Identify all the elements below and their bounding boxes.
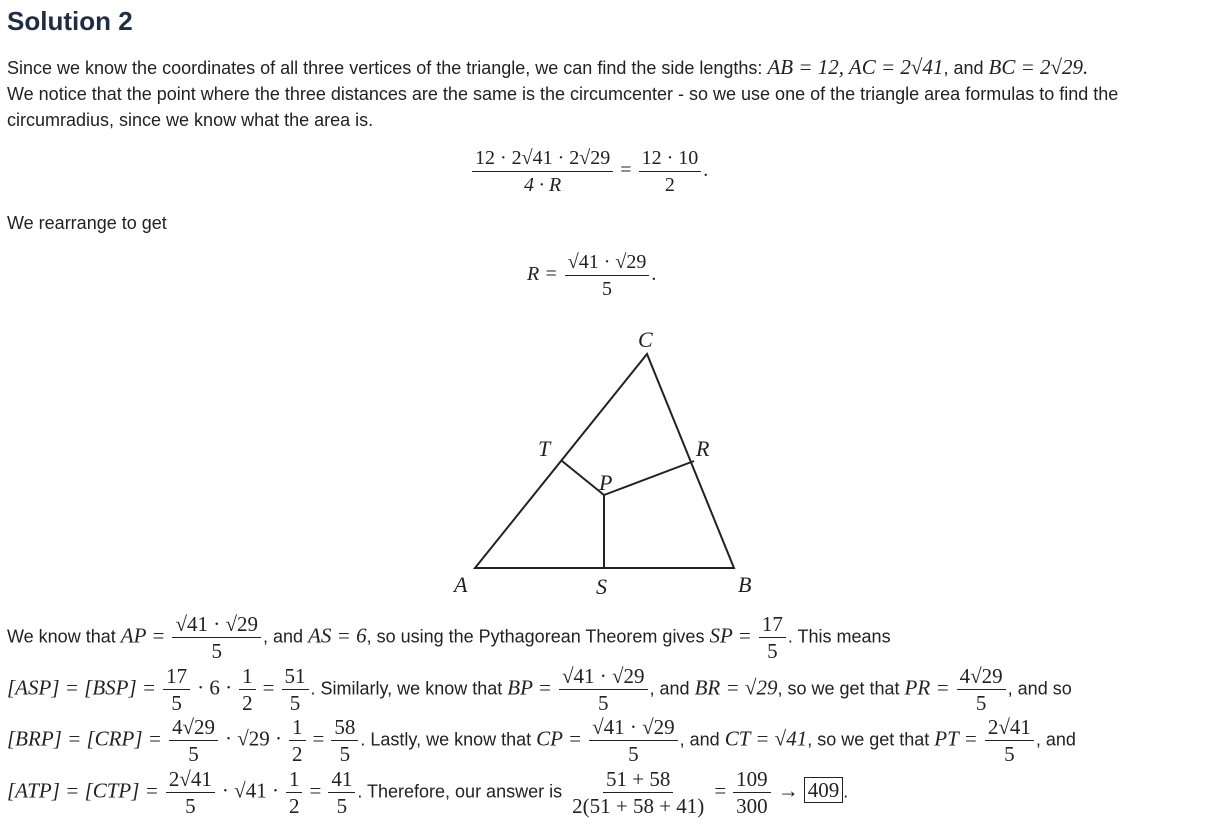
l4-f2-den: 2 [288, 794, 300, 818]
l2-f4 [559, 664, 648, 715]
l3-eq: = [312, 726, 325, 751]
l1-text-b: , and [263, 626, 304, 647]
area-period: . [703, 159, 709, 182]
l2-text-d: , and so [1007, 678, 1072, 699]
side-lengths-math: AB = 12, AC = 2√41 [767, 55, 944, 79]
l3-f4 [589, 715, 678, 766]
l4-f5-num: 109 [733, 767, 771, 793]
l2-asp-bsp: [ASP] = [BSP] = [7, 675, 157, 700]
l2-f3 [282, 664, 309, 715]
area-rhs-numerator: 12 · 10 [639, 146, 702, 172]
l2-f2-num: 1 [239, 664, 256, 690]
explanation-line-2 [7, 664, 1072, 715]
l4-text-a: . Therefore, our answer is [357, 781, 563, 802]
l1-f2-den: 5 [767, 639, 778, 663]
label-s: S [596, 574, 607, 599]
label-r: R [696, 436, 710, 461]
l2-f5-num: 4√29 [957, 664, 1006, 690]
l2-f3-num: 51 [282, 664, 309, 690]
area-equals: = [620, 159, 632, 182]
l3-f4-den: 5 [628, 742, 639, 766]
l2-dot6: · 6 · [197, 675, 233, 700]
l1-sp: SP = [709, 623, 752, 648]
l3-f5-den: 5 [1004, 742, 1015, 766]
explanation-line-1 [7, 612, 891, 663]
rearrange-text: We rearrange to get [7, 213, 167, 233]
intro-line-1 [7, 54, 1088, 81]
explanation-line-4 [7, 767, 848, 818]
l3-cp: CP = [536, 726, 583, 751]
l4-f4-num: 51 + 58 [603, 767, 673, 793]
intro-text: Since we know the coordinates of all three vertices of the triangle, we can find the side lengths: [7, 58, 763, 78]
l3-f2 [289, 715, 306, 766]
label-c: C [638, 327, 653, 352]
l2-f5 [957, 664, 1006, 715]
l2-bp: BP = [507, 675, 552, 700]
radius-denominator: 5 [602, 278, 613, 300]
l4-end: . [843, 781, 849, 802]
l1-f1-den: 5 [211, 639, 222, 663]
l2-f5-den: 5 [975, 691, 987, 715]
l3-pt: PT = [934, 726, 978, 751]
l2-f2-den: 2 [242, 691, 253, 715]
l4-f5-den: 300 [736, 794, 768, 818]
l2-f1-den: 5 [171, 691, 182, 715]
l4-f4-den: 2(51 + 58 + 41) [572, 794, 705, 818]
l3-f2-den: 2 [292, 742, 303, 766]
label-a: A [454, 572, 468, 597]
l1-as: AS = 6 [308, 623, 367, 648]
l2-text-c: , so we get that [777, 678, 900, 699]
l3-f5 [985, 715, 1034, 766]
label-b: B [738, 572, 752, 597]
final-answer-box: 409 [804, 777, 844, 803]
l2-f1-num: 17 [163, 664, 190, 690]
l2-f3-den: 5 [289, 691, 301, 715]
l3-brp-crp: [BRP] = [CRP] = [7, 726, 162, 751]
l4-f5 [733, 767, 771, 818]
l1-text-c: , so using the Pythagorean Theorem gives [366, 626, 705, 647]
l3-f4-num: √41 · √29 [589, 715, 678, 741]
intro-line-3: circumradius, since we know what the area is. [7, 110, 374, 130]
l4-f1 [166, 767, 215, 818]
l2-text-b: , and [649, 678, 690, 699]
l3-f2-num: 1 [289, 715, 306, 741]
area-lhs-numerator: 12 · 2√41 · 2√29 [472, 146, 613, 172]
area-lhs-denominator: 4 · R [524, 174, 562, 196]
l2-pr: PR = [904, 675, 950, 700]
l3-ct: CT = √41 [724, 726, 808, 751]
l2-f4-num: √41 · √29 [559, 664, 648, 690]
radius-period: . [651, 263, 657, 286]
radius-fraction [565, 250, 650, 301]
arrow-icon: → [777, 778, 799, 803]
l2-f2 [239, 664, 256, 715]
l4-f1-den: 5 [185, 794, 196, 818]
l4-f3 [328, 767, 355, 818]
l4-atp-ctp: [ATP] = [CTP] = [7, 778, 159, 803]
l4-mid: · √41 · [221, 778, 279, 803]
l1-text-d: . This means [787, 626, 891, 647]
l4-f3-num: 41 [328, 767, 355, 793]
l4-f2 [286, 767, 303, 818]
l1-sp-fraction [759, 612, 786, 663]
side-bc-math: BC = 2√29. [988, 55, 1089, 79]
label-t: T [538, 436, 551, 461]
l4-eq: = [309, 778, 322, 803]
l3-f1-num: 4√29 [169, 715, 218, 741]
area-equation [470, 146, 708, 197]
l3-f3 [331, 715, 358, 766]
l4-f4 [569, 767, 707, 818]
area-rhs-fraction [639, 146, 702, 197]
l3-text-c: , so we get that [807, 729, 930, 750]
solution-heading: Solution 2 [7, 6, 133, 36]
l1-ap-fraction [172, 612, 261, 663]
l1-f2-num: 17 [759, 612, 786, 638]
label-p: P [599, 470, 613, 495]
segment-pt [562, 461, 604, 495]
area-lhs-fraction [472, 146, 613, 197]
l4-f3-den: 5 [336, 794, 348, 818]
segment-pr [604, 461, 694, 495]
l3-f3-num: 58 [331, 715, 358, 741]
l3-f3-den: 5 [339, 742, 351, 766]
l2-br: BR = √29 [694, 675, 778, 700]
l4-eq2: = [714, 778, 727, 803]
radius-numerator: √41 · √29 [565, 250, 650, 276]
radius-equation [527, 250, 656, 301]
radius-lhs: R = [527, 263, 558, 286]
l4-f2-num: 1 [286, 767, 303, 793]
l3-text-a: . Lastly, we know that [360, 729, 532, 750]
l1-f1-num: √41 · √29 [172, 612, 261, 638]
l4-f1-num: 2√41 [166, 767, 215, 793]
l2-f1 [163, 664, 190, 715]
l3-f1-den: 5 [188, 742, 199, 766]
l3-f1 [169, 715, 218, 766]
explanation-line-3 [7, 715, 1076, 766]
intro-line-2: We notice that the point where the three distances are the same is the circumcenter - so we use one of the triangle area formulas to find the [7, 84, 1119, 104]
intro-and: , and [943, 58, 984, 78]
l1-ap: AP = [120, 623, 166, 648]
l3-f5-num: 2√41 [985, 715, 1034, 741]
l1-text-a: We know that [7, 626, 116, 647]
l3-mid: · √29 · [225, 726, 283, 751]
l2-eq: = [262, 675, 275, 700]
l2-text-a: . Similarly, we know that [310, 678, 503, 699]
area-rhs-denominator: 2 [664, 174, 675, 196]
l3-text-b: , and [679, 729, 720, 750]
l2-f4-den: 5 [598, 691, 609, 715]
l3-text-d: , and [1035, 729, 1076, 750]
triangle-diagram [440, 320, 770, 605]
